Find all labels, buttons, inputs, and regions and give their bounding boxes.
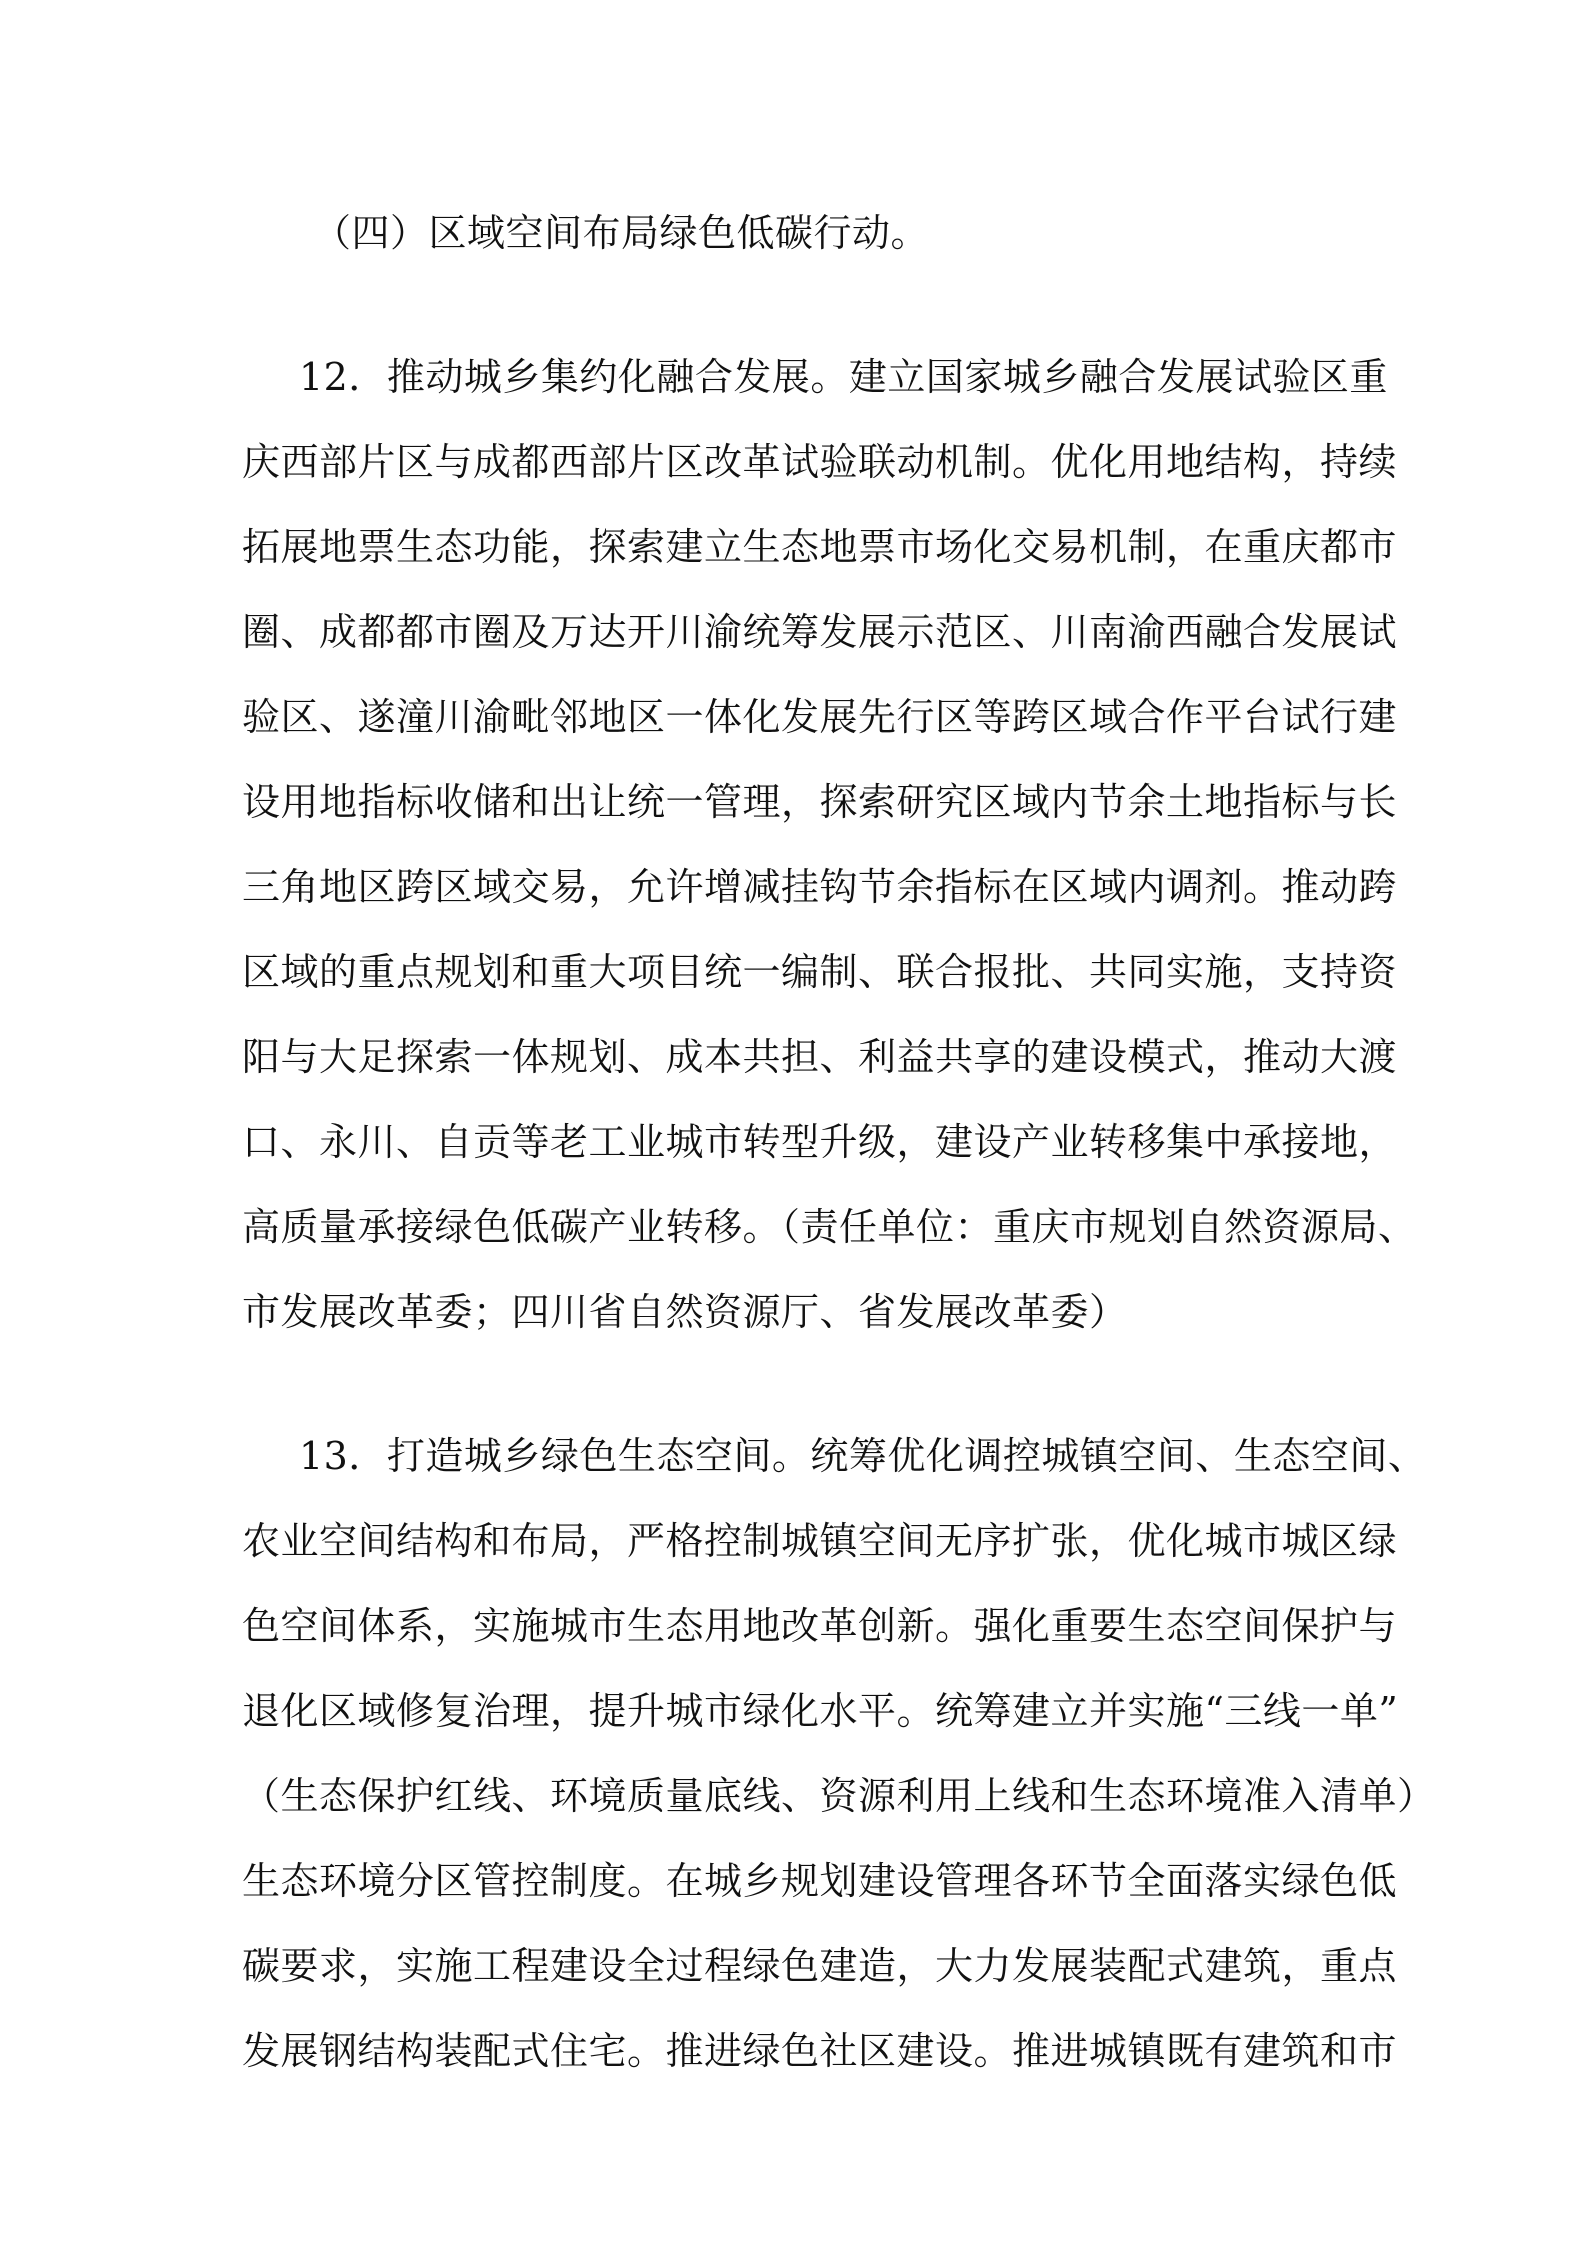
- paragraph-line: 圈、成都都市圈及万达开川渝统筹发展示范区、川南渝西融合发展试: [242, 610, 1398, 654]
- section-heading: （四）区域空间布局绿色低碳行动。: [313, 211, 930, 255]
- paragraph-line: 市发展改革委；四川省自然资源厅、省发展改革委）: [242, 1290, 1128, 1334]
- paragraph-line: 高质量承接绿色低碳产业转移。（责任单位：重庆市规划自然资源局、: [242, 1205, 1417, 1249]
- paragraph-line: 阳与大足探索一体规划、成本共担、利益共享的建设模式，推动大渡: [242, 1035, 1398, 1079]
- paragraph-line: 退化区域修复治理，提升城市绿化水平。统筹建立并实施“三线一单”: [242, 1689, 1399, 1733]
- paragraph-line: 设用地指标收储和出让统一管理，探索研究区域内节余土地指标与长: [242, 780, 1398, 824]
- paragraph-line: 庆西部片区与成都西部片区改革试验联动机制。优化用地结构，持续: [242, 440, 1398, 484]
- paragraph-line: 发展钢结构装配式住宅。推进绿色社区建设。推进城镇既有建筑和市: [242, 2029, 1398, 2073]
- paragraph-line: 口、永川、自贡等老工业城市转型升级，建设产业转移集中承接地，: [242, 1120, 1398, 1164]
- paragraph-line: 农业空间结构和布局，严格控制城镇空间无序扩张，优化城市城区绿: [242, 1519, 1398, 1563]
- paragraph-line: 区域的重点规划和重大项目统一编制、联合报批、共同实施，支持资: [242, 950, 1398, 994]
- paragraph-line: 生态环境分区管控制度。在城乡规划建设管理各环节全面落实绿色低: [242, 1859, 1398, 1903]
- paragraph-line: 三角地区跨区域交易，允许增减挂钩节余指标在区域内调剂。推动跨: [242, 865, 1398, 909]
- paragraph-line: （生态保护红线、环境质量底线、资源利用上线和生态环境准入清单）: [242, 1774, 1436, 1818]
- paragraph-line: 验区、遂潼川渝毗邻地区一体化发展先行区等跨区域合作平台试行建: [242, 695, 1398, 739]
- paragraph-line: 拓展地票生态功能，探索建立生态地票市场化交易机制，在重庆都市: [242, 525, 1398, 569]
- paragraph-line: 12．推动城乡集约化融合发展。建立国家城乡融合发展试验区重: [299, 355, 1388, 399]
- paragraph-line: 色空间体系，实施城市生态用地改革创新。强化重要生态空间保护与: [242, 1604, 1398, 1648]
- paragraph-line: 13．打造城乡绿色生态空间。统筹优化调控城镇空间、生态空间、: [299, 1434, 1427, 1478]
- paragraph-line: 碳要求，实施工程建设全过程绿色建造，大力发展装配式建筑，重点: [242, 1944, 1398, 1988]
